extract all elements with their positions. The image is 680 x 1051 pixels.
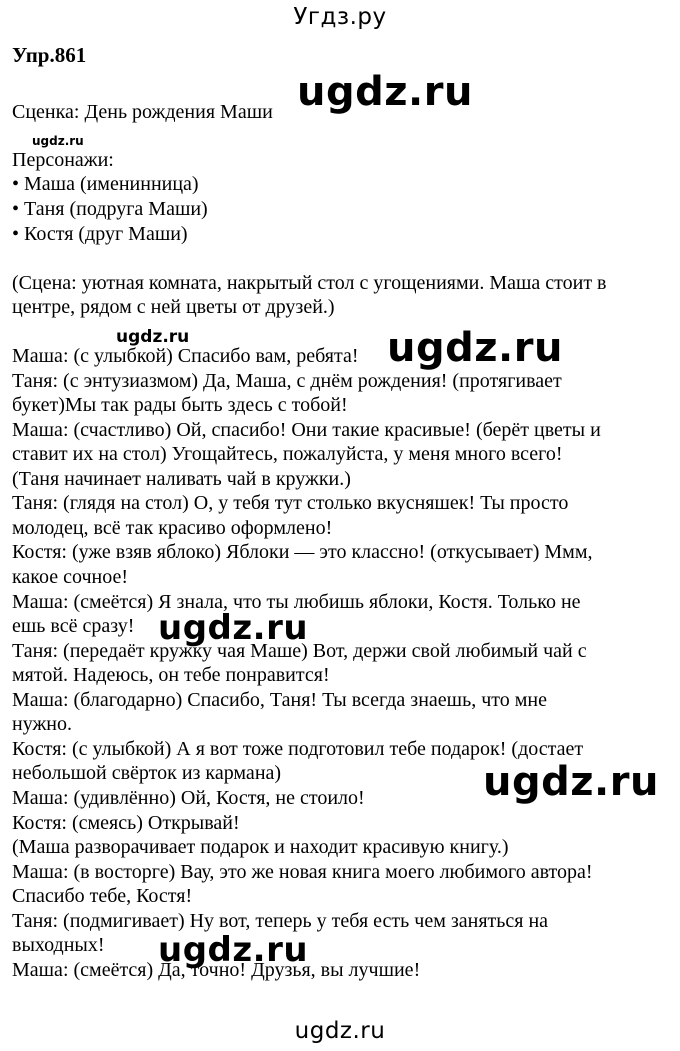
text-line: небольшой свёрток из кармана): [12, 762, 282, 784]
text-line: Таня: (передаёт кружку чая Маше) Вот, держи свой любимый чай с: [12, 640, 587, 662]
site-footer: ugdz.ru: [294, 1018, 386, 1044]
site-header: Угдз.ру: [293, 4, 387, 30]
watermark-text: ugdz.ru: [158, 608, 309, 648]
text-line: букет)Мы так рады быть здесь с тобой!: [12, 394, 348, 416]
character-item: • Маша (именинница): [12, 173, 199, 195]
text-line: Костя: (с улыбкой) А я вот тоже подготовил тебе подарок! (достает: [12, 738, 584, 760]
character-item: • Таня (подруга Маши): [12, 198, 208, 220]
text-line: (Сцена: уютная комната, накрытый стол с угощениями. Маша стоит в: [12, 272, 607, 294]
characters-heading: Персонажи:: [12, 149, 114, 171]
exercise-title: Упр.861: [12, 43, 87, 67]
watermark-text: ugdz.ru: [116, 327, 190, 347]
scene-title: Сценка: День рождения Маши: [12, 101, 273, 123]
text-line: выходных!: [12, 934, 105, 956]
text-line: какое сочное!: [12, 566, 129, 588]
watermark-text: ugdz.ru: [483, 759, 659, 805]
text-line: Маша: (счастливо) Ой, спасибо! Они такие красивые! (берёт цветы и: [12, 419, 601, 441]
text-line: Костя: (смеясь) Открывай!: [12, 812, 240, 834]
text-line: Маша: (с улыбкой) Спасибо вам, ребята!: [12, 345, 359, 367]
text-line: нужно.: [12, 713, 72, 735]
watermark-text: ugdz.ru: [387, 325, 563, 371]
text-line: центре, рядом с ней цветы от друзей.): [12, 296, 335, 318]
text-line: Таня: (с энтузиазмом) Да, Маша, с днём рождения! (протягивает: [12, 370, 562, 392]
text-line: Таня: (глядя на стол) О, у тебя тут столько вкусняшек! Ты просто: [12, 492, 569, 514]
character-item: • Костя (друг Маши): [12, 223, 188, 245]
watermark-text: ugdz.ru: [297, 69, 473, 115]
text-line: Маша: (смеётся) Да, точно! Друзья, вы лучшие!: [12, 959, 421, 981]
text-line: Костя: (уже взяв яблоко) Яблоки — это классно! (откусывает) Ммм,: [12, 541, 593, 563]
text-line: Маша: (удивлённо) Ой, Костя, не стоило!: [12, 787, 365, 809]
text-line: (Маша разворачивает подарок и находит красивую книгу.): [12, 836, 509, 858]
text-line: Спасибо тебе, Костя!: [12, 885, 193, 907]
text-line: ставит их на стол) Угощайтесь, пожалуйста, у меня много всего!: [12, 443, 563, 465]
text-line: молодец, всё так красиво оформлено!: [12, 517, 333, 539]
text-line: Маша: (в восторге) Вау, это же новая книга моего любимого автора!: [12, 861, 593, 883]
watermark-text: ugdz.ru: [158, 930, 309, 970]
text-line: ешь всё сразу!: [12, 615, 135, 637]
text-line: мятой. Надеюсь, он тебе понравится!: [12, 664, 330, 686]
text-line: Маша: (смеётся) Я знала, что ты любишь яблоки, Костя. Только не: [12, 591, 581, 613]
watermark-text: ugdz.ru: [32, 134, 84, 148]
text-line: (Таня начинает наливать чай в кружки.): [12, 468, 351, 490]
text-line: Таня: (подмигивает) Ну вот, теперь у тебя есть чем заняться на: [12, 910, 549, 932]
text-line: Маша: (благодарно) Спасибо, Таня! Ты всегда знаешь, что мне: [12, 689, 547, 711]
